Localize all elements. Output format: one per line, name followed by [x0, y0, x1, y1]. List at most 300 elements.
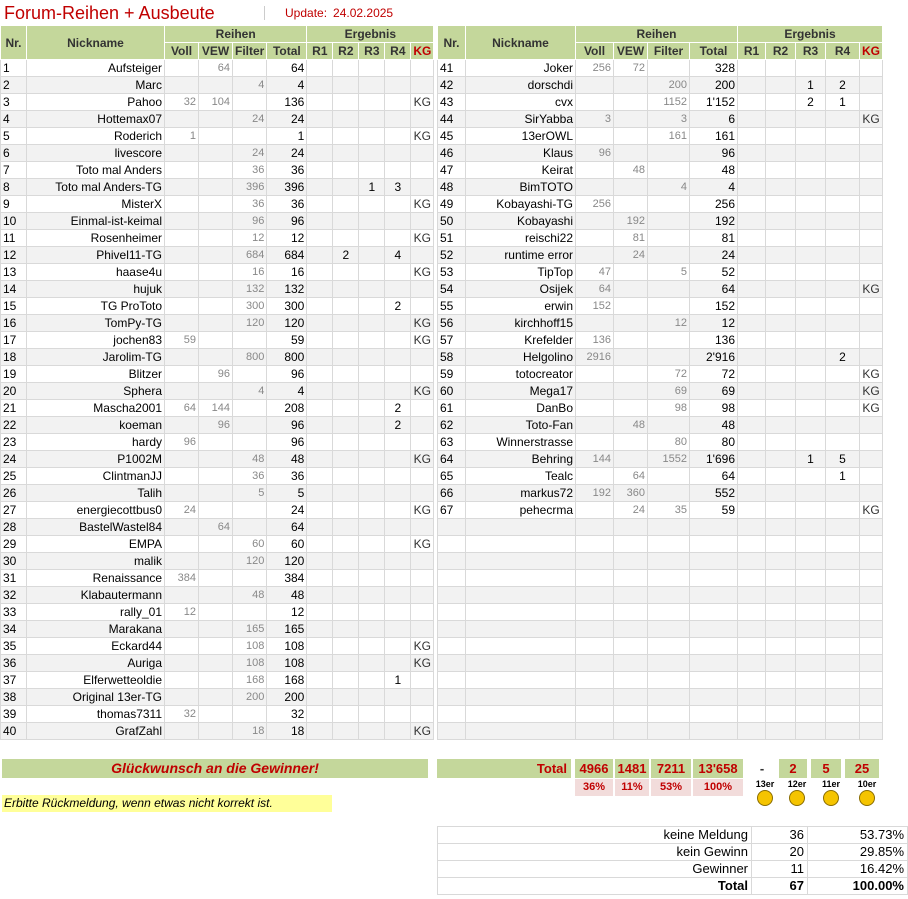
cell-r4 [826, 519, 860, 536]
cell-vew [614, 264, 648, 281]
total-r1: - [749, 759, 775, 778]
cell-r4 [826, 145, 860, 162]
cell-r2 [766, 298, 796, 315]
cell-kg [860, 672, 883, 689]
cell-r4 [826, 383, 860, 400]
cell-voll: 96 [576, 145, 614, 162]
cell-kg [860, 536, 883, 553]
cell-r4 [826, 723, 860, 740]
cell-kg [860, 77, 883, 94]
cell-kg [411, 672, 434, 689]
cell-kg [860, 434, 883, 451]
cell-r2 [766, 400, 796, 417]
cell-nickname: Jarolim-TG [27, 349, 165, 366]
cell-nr: 54 [438, 281, 466, 298]
cell-r2 [766, 145, 796, 162]
cell-r3 [796, 655, 826, 672]
cell-nr: 19 [1, 366, 27, 383]
cell-voll [165, 179, 199, 196]
cell-r2 [766, 672, 796, 689]
cell-total: 4 [267, 383, 307, 400]
cell-r1 [738, 213, 766, 230]
cell-filter [648, 570, 690, 587]
cell-r1 [738, 145, 766, 162]
cell-nickname: DanBo [466, 400, 576, 417]
cell-nr: 52 [438, 247, 466, 264]
summary-pct: 16.42% [808, 861, 908, 878]
cell-nr: 46 [438, 145, 466, 162]
cell-vew [199, 570, 233, 587]
cell-voll [165, 451, 199, 468]
col-r2: R2 [766, 43, 796, 60]
cell-r3 [796, 570, 826, 587]
table-row [1, 553, 434, 570]
col-nickname: Nickname [27, 26, 165, 60]
cell-kg: KG [860, 281, 883, 298]
cell-r2 [333, 485, 359, 502]
cell-kg: KG [860, 111, 883, 128]
cell-filter: 168 [233, 672, 267, 689]
cell-r3 [359, 570, 385, 587]
cell-r2 [333, 451, 359, 468]
cell-nr: 13 [1, 264, 27, 281]
cell-r1 [307, 349, 333, 366]
col-nr: Nr. [1, 26, 27, 60]
cell-r4 [385, 536, 411, 553]
cell-r4 [826, 247, 860, 264]
table-row [438, 502, 883, 519]
cell-vew [199, 604, 233, 621]
cell-nr: 41 [438, 60, 466, 77]
cell-voll: 152 [576, 298, 614, 315]
trophy-10-icon: 10er [850, 778, 884, 812]
cell-r3 [796, 468, 826, 485]
cell-nickname: haase4u [27, 264, 165, 281]
cell-r2 [333, 349, 359, 366]
cell-vew [199, 332, 233, 349]
cell-filter: 69 [648, 383, 690, 400]
cell-r3 [796, 111, 826, 128]
cell-nickname: pehecrma [466, 502, 576, 519]
group-ergebnis: Ergebnis [307, 26, 434, 43]
cell-r3 [359, 315, 385, 332]
cell-total [690, 587, 738, 604]
cell-r4: 2 [385, 417, 411, 434]
cell-kg [411, 111, 434, 128]
cell-filter [233, 417, 267, 434]
cell-r1 [738, 111, 766, 128]
cell-r4 [385, 366, 411, 383]
total-label: Total [437, 759, 571, 778]
table-row [1, 417, 434, 434]
cell-r3 [796, 587, 826, 604]
cell-r4 [385, 196, 411, 213]
cell-r4 [385, 145, 411, 162]
cell-r4 [826, 298, 860, 315]
cell-r1 [738, 604, 766, 621]
cell-vew [614, 621, 648, 638]
cell-filter [648, 247, 690, 264]
table-row [438, 264, 883, 281]
cell-r3 [359, 366, 385, 383]
table-row [438, 434, 883, 451]
cell-filter [648, 519, 690, 536]
cell-r1 [738, 417, 766, 434]
cell-r4 [826, 689, 860, 706]
cell-nickname: Toto mal Anders-TG [27, 179, 165, 196]
cell-nickname: kirchhoff15 [466, 315, 576, 332]
pct-voll: 36% [575, 779, 613, 796]
cell-kg [411, 281, 434, 298]
cell-voll [165, 281, 199, 298]
cell-kg [411, 60, 434, 77]
cell-nickname [466, 570, 576, 587]
cell-total: 18 [267, 723, 307, 740]
cell-nr: 48 [438, 179, 466, 196]
cell-r1 [307, 502, 333, 519]
cell-filter [648, 587, 690, 604]
cell-nickname: Mega17 [466, 383, 576, 400]
cell-total: 168 [267, 672, 307, 689]
cell-filter [648, 281, 690, 298]
table-row [438, 332, 883, 349]
cell-filter: 3 [648, 111, 690, 128]
cell-filter [233, 332, 267, 349]
cell-r3 [359, 621, 385, 638]
cell-nr: 38 [1, 689, 27, 706]
cell-filter: 200 [648, 77, 690, 94]
cell-nickname: Elferwetteoldie [27, 672, 165, 689]
cell-nr [438, 706, 466, 723]
cell-vew [614, 94, 648, 111]
cell-nr: 15 [1, 298, 27, 315]
cell-kg [411, 349, 434, 366]
cell-r2 [333, 230, 359, 247]
cell-total: 1'152 [690, 94, 738, 111]
cell-kg [860, 247, 883, 264]
cell-total: 328 [690, 60, 738, 77]
cell-nr: 65 [438, 468, 466, 485]
cell-total: 208 [267, 400, 307, 417]
cell-nr: 3 [1, 94, 27, 111]
cell-filter [233, 706, 267, 723]
cell-r1 [738, 519, 766, 536]
cell-total [690, 638, 738, 655]
table-row [1, 366, 434, 383]
cell-voll [165, 60, 199, 77]
cell-r4 [385, 638, 411, 655]
cell-kg [860, 349, 883, 366]
cell-nickname: Original 13er-TG [27, 689, 165, 706]
table-row [1, 570, 434, 587]
total-vew: 1481 [615, 759, 649, 778]
cell-vew [614, 587, 648, 604]
cell-r3 [359, 553, 385, 570]
table-row [438, 298, 883, 315]
cell-r4 [826, 400, 860, 417]
cell-r2 [766, 553, 796, 570]
cell-nickname: P1002M [27, 451, 165, 468]
total-r4: 25 [845, 759, 879, 778]
cell-filter [233, 570, 267, 587]
cell-r3 [796, 179, 826, 196]
cell-r2 [333, 366, 359, 383]
cell-nr [438, 604, 466, 621]
table-row [1, 247, 434, 264]
cell-kg [860, 485, 883, 502]
cell-filter [648, 604, 690, 621]
cell-nr [438, 621, 466, 638]
total-r2: 2 [779, 759, 807, 778]
cell-voll [165, 655, 199, 672]
cell-kg: KG [860, 502, 883, 519]
cell-kg [860, 638, 883, 655]
cell-r2 [766, 281, 796, 298]
cell-nr: 59 [438, 366, 466, 383]
trophy-12-icon: 12er [780, 778, 814, 812]
cell-vew [199, 485, 233, 502]
cell-r1 [738, 179, 766, 196]
cell-kg [860, 689, 883, 706]
table-row [438, 349, 883, 366]
cell-voll [165, 689, 199, 706]
col-r3: R3 [796, 43, 826, 60]
cell-r1 [738, 264, 766, 281]
cell-r4 [826, 281, 860, 298]
cell-filter: 1552 [648, 451, 690, 468]
cell-voll [165, 145, 199, 162]
table-row [1, 332, 434, 349]
cell-filter [648, 689, 690, 706]
cell-filter: 24 [233, 111, 267, 128]
cell-r3 [796, 723, 826, 740]
cell-kg: KG [411, 502, 434, 519]
cell-vew [199, 723, 233, 740]
cell-nr: 8 [1, 179, 27, 196]
cell-vew: 64 [199, 519, 233, 536]
cell-kg: KG [411, 264, 434, 281]
col-r1: R1 [307, 43, 333, 60]
cell-kg: KG [411, 315, 434, 332]
cell-total [690, 536, 738, 553]
cell-kg [860, 417, 883, 434]
cell-nr [438, 638, 466, 655]
cell-r1 [307, 604, 333, 621]
cell-r1 [307, 519, 333, 536]
cell-filter [233, 400, 267, 417]
cell-r1 [738, 383, 766, 400]
cell-r1 [307, 485, 333, 502]
cell-total: 684 [267, 247, 307, 264]
cell-r3 [359, 349, 385, 366]
cell-r3 [796, 60, 826, 77]
cell-kg: KG [411, 638, 434, 655]
cell-vew [614, 366, 648, 383]
prize-icons [748, 778, 908, 812]
cell-total [690, 604, 738, 621]
cell-kg [411, 519, 434, 536]
cell-vew [614, 570, 648, 587]
cell-filter [648, 655, 690, 672]
cell-kg [411, 485, 434, 502]
table-row [1, 349, 434, 366]
cell-kg [860, 723, 883, 740]
cell-total: 24 [690, 247, 738, 264]
summary-row [438, 827, 908, 844]
col-r2: R2 [333, 43, 359, 60]
cell-total: 98 [690, 400, 738, 417]
cell-kg [860, 587, 883, 604]
col-r1: R1 [738, 43, 766, 60]
cell-r3 [796, 128, 826, 145]
cell-r4 [826, 128, 860, 145]
cell-filter: 200 [233, 689, 267, 706]
cell-r3 [359, 162, 385, 179]
cell-voll [165, 383, 199, 400]
cell-nickname: Sphera [27, 383, 165, 400]
cell-filter [233, 434, 267, 451]
cell-nr [438, 672, 466, 689]
cell-r1 [738, 468, 766, 485]
cell-vew [614, 77, 648, 94]
cell-r1 [738, 570, 766, 587]
cell-r2 [333, 298, 359, 315]
cell-kg [860, 332, 883, 349]
cell-vew [199, 145, 233, 162]
cell-kg: KG [411, 536, 434, 553]
cell-r3 [359, 536, 385, 553]
cell-total [690, 570, 738, 587]
cell-filter: 1152 [648, 94, 690, 111]
cell-r2 [333, 502, 359, 519]
cell-voll [576, 383, 614, 400]
table-row [1, 196, 434, 213]
cell-r1 [307, 179, 333, 196]
cell-total: 384 [267, 570, 307, 587]
cell-nr [438, 587, 466, 604]
cell-nickname: Roderich [27, 128, 165, 145]
cell-r3 [796, 672, 826, 689]
cell-nr: 32 [1, 587, 27, 604]
cell-voll: 136 [576, 332, 614, 349]
cell-r2 [333, 672, 359, 689]
cell-vew [614, 383, 648, 400]
cell-r1 [738, 332, 766, 349]
cell-kg [860, 655, 883, 672]
cell-vew: 104 [199, 94, 233, 111]
table-row [438, 689, 883, 706]
cell-nr: 67 [438, 502, 466, 519]
cell-total: 256 [690, 196, 738, 213]
cell-r1 [307, 128, 333, 145]
col-nickname: Nickname [466, 26, 576, 60]
summary-label: Gewinner [438, 861, 752, 878]
cell-r4: 1 [385, 672, 411, 689]
table-row [1, 689, 434, 706]
cell-vew [614, 689, 648, 706]
cell-r4: 1 [826, 468, 860, 485]
cell-r4 [826, 553, 860, 570]
cell-vew [614, 298, 648, 315]
table-row [1, 451, 434, 468]
cell-nickname: BastelWastel84 [27, 519, 165, 536]
cell-voll [165, 247, 199, 264]
table-row [1, 587, 434, 604]
summary-pct: 29.85% [808, 844, 908, 861]
col-vew: VEW [614, 43, 648, 60]
cell-nr: 39 [1, 706, 27, 723]
cell-nr: 23 [1, 434, 27, 451]
cell-r1 [307, 247, 333, 264]
cell-nickname [466, 723, 576, 740]
pct-filter: 53% [651, 779, 691, 796]
cell-r3 [359, 332, 385, 349]
cell-filter: 300 [233, 298, 267, 315]
cell-vew [614, 179, 648, 196]
cell-r1 [738, 128, 766, 145]
cell-filter [648, 332, 690, 349]
cell-r1 [307, 162, 333, 179]
cell-vew [199, 689, 233, 706]
cell-nickname: TipTop [466, 264, 576, 281]
cell-kg [411, 706, 434, 723]
cell-voll: 32 [165, 94, 199, 111]
cell-kg: KG [411, 451, 434, 468]
cell-r1 [738, 349, 766, 366]
cell-voll: 64 [165, 400, 199, 417]
cell-r1 [738, 247, 766, 264]
cell-nickname: MisterX [27, 196, 165, 213]
cell-total [690, 723, 738, 740]
cell-r4 [385, 570, 411, 587]
cell-total: 59 [267, 332, 307, 349]
cell-nr: 14 [1, 281, 27, 298]
cell-vew [614, 604, 648, 621]
cell-r3 [796, 332, 826, 349]
cell-voll [165, 468, 199, 485]
cell-r2 [766, 570, 796, 587]
cell-voll: 256 [576, 60, 614, 77]
cell-nr: 17 [1, 332, 27, 349]
cell-r1 [738, 366, 766, 383]
cell-vew [199, 502, 233, 519]
cell-total: 192 [690, 213, 738, 230]
pct-vew: 11% [615, 779, 649, 796]
table-row [1, 145, 434, 162]
cell-nr [438, 570, 466, 587]
cell-total: 60 [267, 536, 307, 553]
cell-r4 [385, 383, 411, 400]
cell-r2 [766, 366, 796, 383]
table-row [438, 179, 883, 196]
cell-r4: 5 [826, 451, 860, 468]
table-row [438, 451, 883, 468]
cell-nickname: Klaus [466, 145, 576, 162]
cell-vew [199, 298, 233, 315]
cell-nickname [466, 536, 576, 553]
cell-voll [165, 315, 199, 332]
cell-kg [860, 145, 883, 162]
cell-nickname: Osijek [466, 281, 576, 298]
cell-total: 1'696 [690, 451, 738, 468]
cell-r3 [796, 366, 826, 383]
cell-r4 [385, 553, 411, 570]
cell-total: 165 [267, 621, 307, 638]
cell-vew [614, 111, 648, 128]
page-title: Forum-Reihen + Ausbeute [4, 3, 215, 23]
cell-kg: KG [411, 94, 434, 111]
cell-filter [648, 638, 690, 655]
